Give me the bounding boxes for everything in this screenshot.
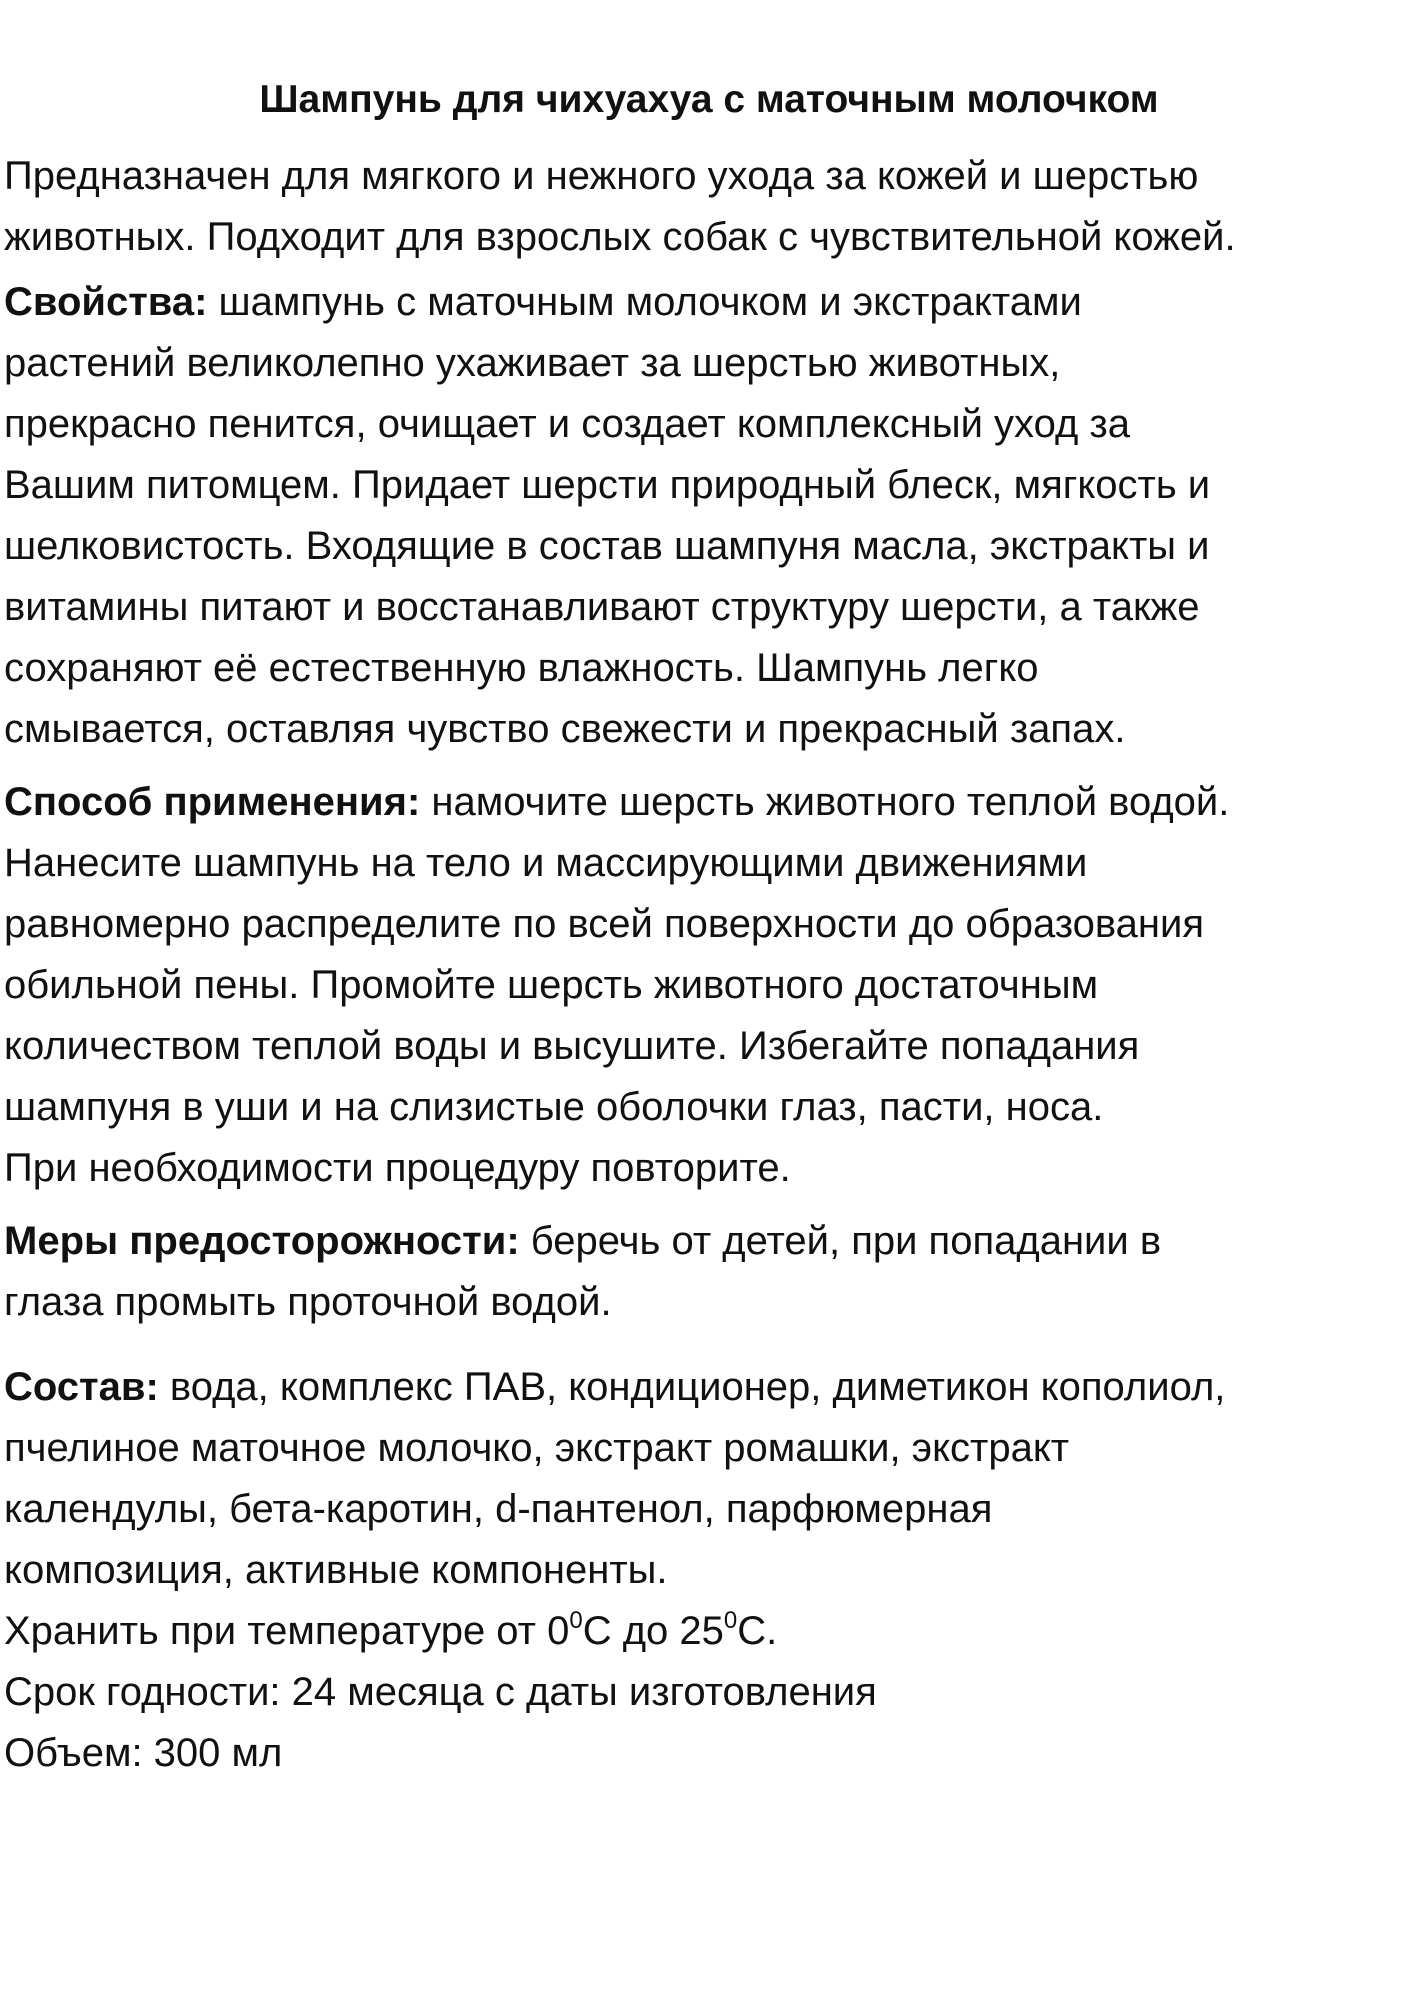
precautions-text: беречь от детей, при попадании в	[519, 1219, 1162, 1263]
composition-line: композиция, активные компоненты.	[4, 1548, 668, 1592]
degree-superscript: 0	[723, 1606, 738, 1634]
precautions-first-line	[4, 1211, 1414, 1272]
usage-line: Нанесите шампунь на тело и массирующими движениями	[4, 841, 1088, 885]
properties-line: прекрасно пенится, очищает и создает комплексный уход за	[4, 402, 1130, 446]
composition-line: пчелиное маточное молочко, экстракт ромашки, экстракт	[4, 1426, 1070, 1470]
storage-line	[4, 1601, 1414, 1662]
properties-text: шампунь с маточным молочком и экстрактами	[207, 280, 1082, 324]
storage-suffix: С.	[737, 1609, 778, 1653]
usage-label: Способ применения:	[4, 780, 421, 824]
precautions-paragraph	[4, 1211, 1414, 1333]
properties-line: шелковистость. Входящие в состав шампуня масла, экстракты и	[4, 524, 1210, 568]
composition-paragraph	[4, 1357, 1414, 1784]
storage-middle: С до 25	[582, 1609, 724, 1653]
properties-first-line	[4, 272, 1414, 333]
usage-line: шампуня в уши и на слизистые оболочки глаз, пасти, носа.	[4, 1085, 1104, 1129]
properties-label: Свойства:	[4, 280, 208, 324]
composition-first-line	[4, 1357, 1414, 1418]
composition-line: календулы, бета-каротин, d-пантенол, парфюмерная	[4, 1487, 993, 1531]
properties-paragraph	[4, 272, 1414, 760]
usage-line: обильной пены. Промойте шерсть животного достаточным	[4, 963, 1099, 1007]
properties-line: растений великолепно ухаживает за шерстью животных,	[4, 341, 1061, 385]
precautions-line: глаза промыть проточной водой.	[4, 1280, 612, 1324]
intro-line: животных. Подходит для взрослых собак с чувствительной кожей.	[4, 215, 1236, 259]
composition-label: Состав:	[4, 1365, 159, 1409]
intro-paragraph	[4, 146, 1414, 268]
product-title: Шампунь для чихуахуа с маточным молочком	[259, 78, 1159, 121]
properties-line: витамины питают и восстанавливают структуру шерсти, а также	[4, 585, 1200, 629]
composition-text: вода, комплекс ПАВ, кондиционер, диметикон кополиол,	[158, 1365, 1226, 1409]
degree-superscript: 0	[569, 1606, 583, 1634]
properties-line: смывается, оставляя чувство свежести и прекрасный запах.	[4, 707, 1126, 751]
shelf-life-line: Срок годности: 24 месяца с даты изготовления	[4, 1670, 877, 1714]
precautions-label: Меры предосторожности:	[4, 1219, 520, 1263]
storage-prefix: Хранить при температуре от 0	[4, 1609, 570, 1653]
usage-line: равномерно распределите по всей поверхности до образования	[4, 902, 1205, 946]
properties-line: Вашим питомцем. Придает шерсти природный блеск, мягкость и	[4, 463, 1211, 507]
volume-line: Объем: 300 мл	[4, 1731, 283, 1775]
properties-line: сохраняют её естественную влажность. Шампунь легко	[4, 646, 1039, 690]
usage-paragraph	[4, 772, 1414, 1199]
usage-text: намочите шерсть животного теплой водой.	[420, 780, 1230, 824]
usage-line: При необходимости процедуру повторите.	[4, 1146, 791, 1190]
intro-line: Предназначен для мягкого и нежного ухода за кожей и шерстью	[4, 154, 1199, 198]
usage-line: количеством теплой воды и высушите. Избегайте попадания	[4, 1024, 1140, 1068]
usage-first-line	[4, 772, 1414, 833]
